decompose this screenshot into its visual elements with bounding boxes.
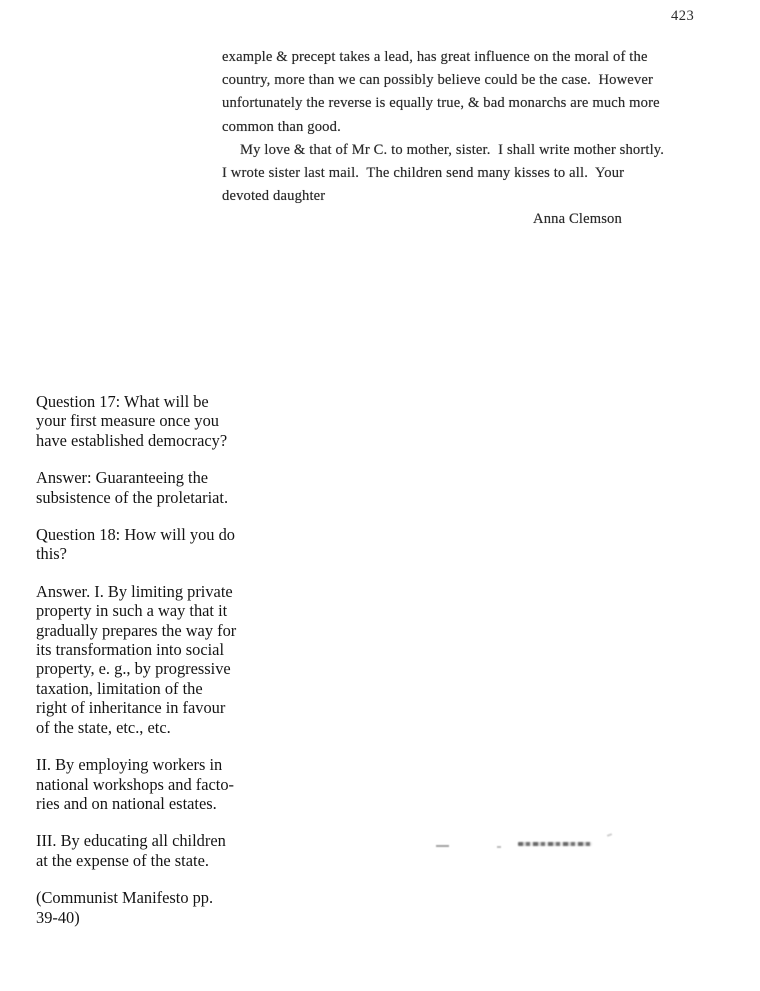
scan-smudge-tick — [607, 833, 612, 837]
catechism-line: II. By employing workers in — [36, 755, 223, 775]
catechism-line: III. By educating all children — [36, 831, 226, 851]
catechism-line: subsistence of the proletariat. — [36, 487, 229, 507]
catechism-line: taxation, limitation of the — [36, 678, 203, 698]
catechism-line: ries and on national estates. — [36, 793, 217, 813]
catechism-line: your first measure once you — [36, 411, 219, 431]
catechism-line: its transformation into social — [36, 640, 225, 660]
catechism-line: property in such a way that it — [36, 601, 228, 621]
catechism-column — [36, 392, 266, 945]
letter-line: unfortunately the reverse is equally true, & bad monarchs are much more — [222, 95, 660, 112]
catechism-paragraph — [36, 468, 266, 507]
letter-signature: Anna Clemson — [533, 211, 622, 228]
letter-line: example & precept takes a lead, has great influence on the moral of the — [222, 49, 648, 65]
letter-line: devoted daughter — [222, 188, 326, 205]
catechism-line: Answer: Guaranteeing the — [36, 468, 209, 488]
catechism-line: this? — [36, 544, 67, 564]
catechism-paragraph — [36, 525, 266, 564]
catechism-line: 39-40) — [36, 907, 80, 927]
catechism-line: right of inheritance in favour — [36, 698, 226, 718]
catechism-line: of the state, etc., etc. — [36, 717, 171, 737]
catechism-line: national workshops and facto- — [36, 774, 235, 794]
catechism-paragraph — [36, 888, 266, 927]
catechism-line: Question 18: How will you do — [36, 525, 235, 545]
letter-line: My love & that of Mr C. to mother, sister. I shall write mother shortly. — [240, 141, 665, 158]
letter-excerpt — [222, 46, 702, 232]
catechism-line: gradually prepares the way for — [36, 620, 237, 640]
catechism-paragraph — [36, 755, 266, 813]
catechism-line: Question 17: What will be — [36, 392, 209, 411]
catechism-paragraph — [36, 392, 266, 450]
scan-smudge-dash — [436, 845, 449, 847]
letter-line: I wrote sister last mail. The children send many kisses to all. Your — [222, 165, 625, 182]
catechism-line: Answer. I. By limiting private — [36, 581, 233, 601]
catechism-line: at the expense of the state. — [36, 850, 209, 870]
catechism-line: property, e. g., by progressive — [36, 659, 231, 679]
letter-line: common than good. — [222, 118, 341, 135]
catechism-paragraph — [36, 582, 266, 737]
scan-smudge-line — [518, 842, 592, 846]
letter-line: country, more than we can possibly believe could be the case. However — [222, 72, 654, 89]
catechism-line: (Communist Manifesto pp. — [36, 888, 214, 908]
scan-smudge-dot — [497, 846, 501, 848]
catechism-line: have established democracy? — [36, 430, 228, 450]
catechism-paragraph — [36, 831, 266, 870]
page-number: 423 — [671, 8, 695, 24]
